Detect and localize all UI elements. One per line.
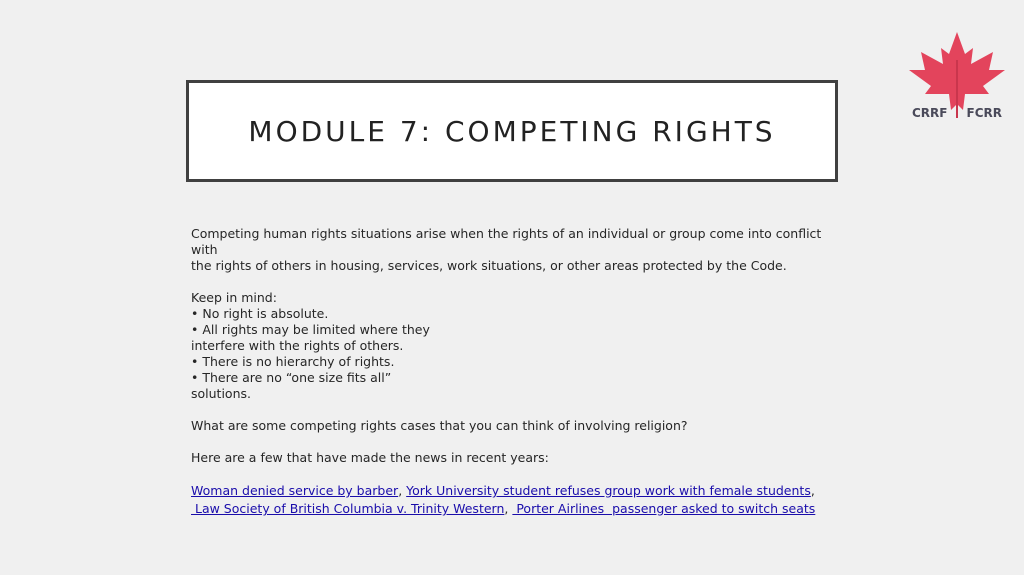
bullet-line: solutions.	[191, 386, 251, 401]
news-intro-line: Here are a few that have made the news in recent years:	[191, 450, 549, 465]
link-separator: ,	[504, 501, 509, 516]
news-links	[191, 482, 841, 518]
link-trinity-western[interactable]: Law Society of British Columbia v. Trinity Western	[191, 501, 505, 516]
intro-line-1: Competing human rights situations arise when the rights of an individual or group come into conflict with	[191, 226, 822, 257]
link-york-university[interactable]: York University student refuses group work with female students	[406, 483, 811, 498]
bullet-line: • No right is absolute.	[191, 306, 329, 321]
keep-in-mind-heading: Keep in mind:	[191, 290, 277, 305]
logo-text	[912, 106, 1002, 120]
bullet-line: interfere with the rights of others.	[191, 338, 404, 353]
title-box	[186, 80, 838, 182]
bullet-line: • There is no hierarchy of rights.	[191, 354, 395, 369]
slide-content	[191, 226, 841, 518]
link-separator: ,	[810, 483, 815, 498]
bullet-line: • There are no “one size fits all”	[191, 370, 392, 385]
link-separator: ,	[398, 483, 403, 498]
logo-crrf: CRRF	[912, 106, 948, 120]
logo-fcrr: FCRR	[966, 106, 1002, 120]
bullet-line: • All rights may be limited where they	[191, 322, 430, 337]
slide-title: MODULE 7: COMPETING RIGHTS	[248, 114, 776, 148]
link-barber[interactable]: Woman denied service by barber	[191, 483, 399, 498]
intro-line-2: the rights of others in housing, services, work situations, or other areas protected by the Code.	[191, 258, 787, 273]
link-porter-airlines[interactable]: Porter Airlines passenger asked to switch seats	[512, 501, 816, 516]
question-line: What are some competing rights cases that you can think of involving religion?	[191, 418, 688, 433]
